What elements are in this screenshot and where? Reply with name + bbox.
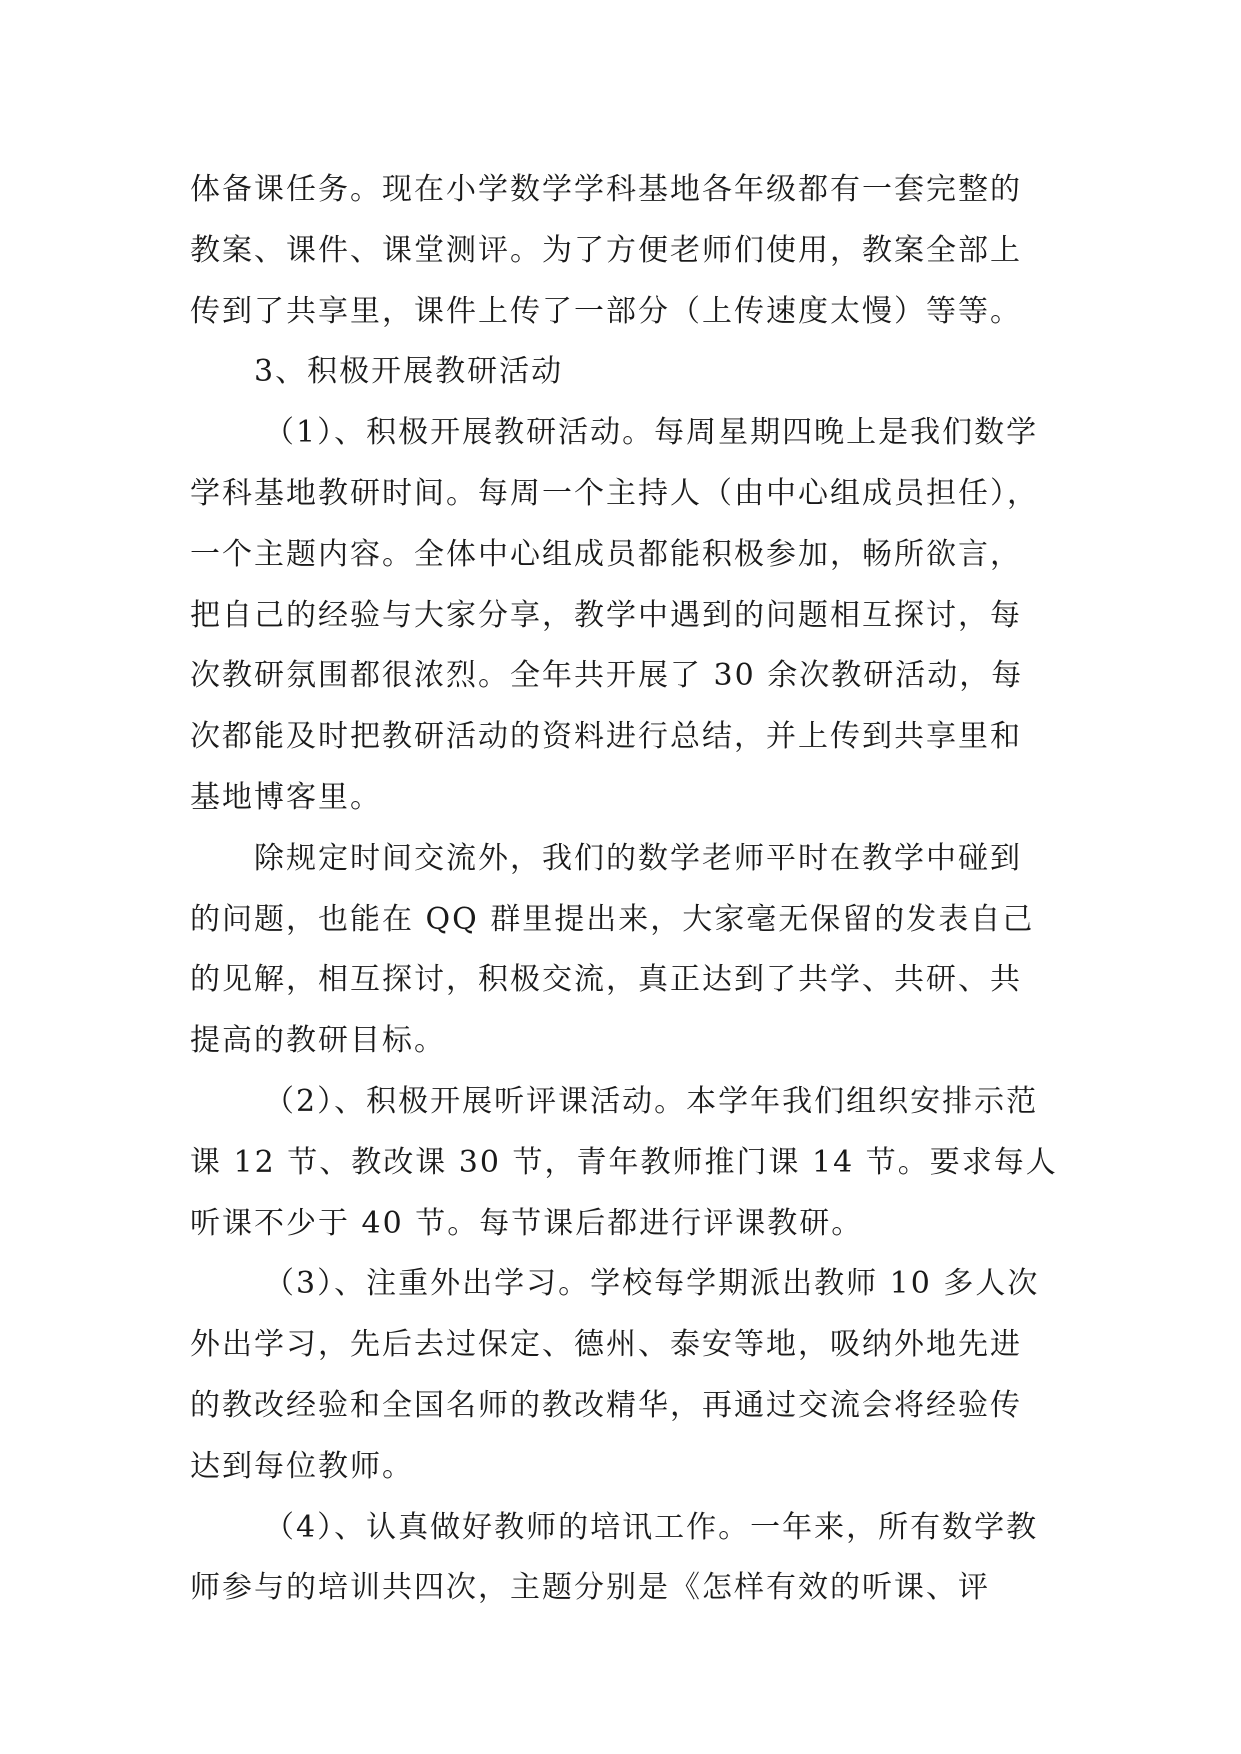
paragraph-start-line: （4）、认真做好教师的培讯工作。一年来，所有数学教 <box>264 1509 1039 1545</box>
text-line: 师参与的培训共四次，主题分别是《怎样有效的听课、评 <box>190 1570 990 1606</box>
text-line: 一个主题内容。全体中心组成员都能积极参加，畅所欲言， <box>190 536 1022 572</box>
text-line: 学科基地教研时间。每周一个主持人（由中心组成员担任）， <box>190 475 1039 511</box>
text-line: 教案、课件、课堂测评。为了方便老师们使用，教案全部上 <box>190 232 1022 268</box>
text-line: 达到每位教师。 <box>190 1448 414 1484</box>
section-heading: 3、积极开展教研活动 <box>254 354 564 390</box>
text-line: 次教研氛围都很浓烈。全年共开展了 30 余次教研活动，每 <box>190 658 1024 694</box>
document-body <box>190 160 1070 1619</box>
text-line: 听课不少于 40 节。每节课后都进行评课教研。 <box>190 1205 864 1241</box>
text-line: 的问题，也能在 QQ 群里提出来，大家毫无保留的发表自己 <box>190 901 1035 937</box>
text-line: 提高的教研目标。 <box>190 1023 446 1059</box>
text-line: 的见解，相互探讨，积极交流，真正达到了共学、共研、共 <box>190 962 1022 998</box>
text-line: 外出学习，先后去过保定、德州、泰安等地，吸纳外地先进 <box>190 1327 1022 1363</box>
text-line: 把自己的经验与大家分享，教学中遇到的问题相互探讨，每 <box>190 597 1022 633</box>
paragraph-start-line: （2）、积极开展听评课活动。本学年我们组织安排示范 <box>264 1083 1039 1119</box>
paragraph-start-line: （3）、注重外出学习。学校每学期派出教师 10 多人次 <box>264 1266 1040 1302</box>
paragraph-start-line: （1）、积极开展教研活动。每周星期四晚上是我们数学 <box>264 415 1039 451</box>
text-line: 的教改经验和全国名师的教改精华，再通过交流会将经验传 <box>190 1387 1022 1423</box>
text-line: 课 12 节、教改课 30 节，青年教师推门课 14 节。要求每人 <box>190 1144 1058 1180</box>
paragraph-start-line: 除规定时间交流外，我们的数学老师平时在教学中碰到 <box>254 840 1022 876</box>
text-line: 传到了共享里，课件上传了一部分（上传速度太慢）等等。 <box>190 293 1022 329</box>
text-line: 基地博客里。 <box>190 779 382 815</box>
text-line: 体备课任务。现在小学数学学科基地各年级都有一套完整的 <box>190 172 1022 207</box>
text-line: 次都能及时把教研活动的资料进行总结，并上传到共享里和 <box>190 719 1022 755</box>
